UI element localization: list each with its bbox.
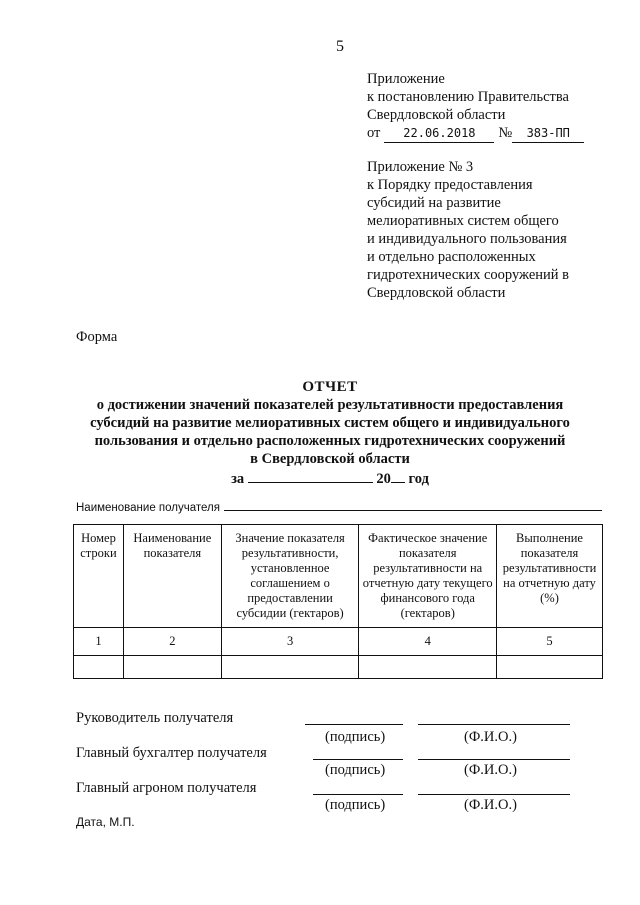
appendix-3-line: гидротехнических сооружений в <box>367 267 570 283</box>
appendix-line: к постановлению Правительства <box>367 89 569 105</box>
number-prefix: № <box>498 125 513 141</box>
page-number: 5 <box>336 38 344 55</box>
signature-line[interactable] <box>313 759 403 760</box>
report-table <box>73 524 603 679</box>
signature-caption: (подпись) <box>325 797 386 813</box>
appendix-3-line: субсидий на развитие <box>367 195 501 211</box>
report-title-line: о достижении значений показателей результативности предоставления <box>96 397 564 413</box>
report-title-main: ОТЧЕТ <box>302 379 358 395</box>
period-suffix: год <box>408 471 429 487</box>
table-row <box>74 656 603 679</box>
form-label: Форма <box>76 329 118 345</box>
signature-label-agronomist: Главный агроном получателя <box>76 780 257 796</box>
signature-label-head: Руководитель получателя <box>76 710 234 726</box>
appendix-3-line: и индивидуального пользования <box>367 231 567 247</box>
appendix-3-line: Приложение № 3 <box>367 159 474 175</box>
number-value: 383-ПП <box>512 124 584 143</box>
report-period <box>60 468 600 488</box>
header-cell: Значение показателя результативности, установленное соглашением о предоставлении субсидии (гектаров) <box>221 525 359 628</box>
signature-label-accountant: Главный бухгалтер получателя <box>76 745 267 761</box>
header-cell: Наименование показателя <box>123 525 221 628</box>
signature-line[interactable] <box>305 724 403 725</box>
period-prefix: за <box>231 471 245 487</box>
signature-caption: (подпись) <box>325 729 386 745</box>
signature-line[interactable] <box>313 794 403 795</box>
appendix-3-line: Свердловской области <box>367 285 506 301</box>
column-number: 1 <box>74 628 124 656</box>
name-line[interactable] <box>418 759 570 760</box>
column-number: 4 <box>359 628 497 656</box>
recipient-label: Наименование получателя <box>76 502 220 514</box>
recipient-row <box>76 500 602 514</box>
header-cell: Фактическое значение показателя результативности на отчетную дату текущего финансового года (гектаров) <box>359 525 497 628</box>
name-line[interactable] <box>418 724 570 725</box>
appendix-header <box>367 70 584 143</box>
header-cell: Номер строки <box>74 525 124 628</box>
name-caption: (Ф.И.О.) <box>464 729 517 745</box>
recipient-blank[interactable] <box>224 500 602 511</box>
name-caption: (Ф.И.О.) <box>464 762 517 778</box>
report-title-line: в Свердловской области <box>250 451 410 467</box>
empty-cell[interactable] <box>74 656 124 679</box>
report-title <box>60 378 600 488</box>
period-blank[interactable] <box>248 468 373 483</box>
appendix-3-block <box>367 158 569 302</box>
appendix-3-line: и отдельно расположенных <box>367 249 536 265</box>
empty-cell[interactable] <box>221 656 359 679</box>
report-title-line: пользования и отдельно расположенных гидротехнических сооружений <box>94 433 566 449</box>
name-caption: (Ф.И.О.) <box>464 797 517 813</box>
header-cell: Выполнение показателя результативности на отчетную дату (%) <box>497 525 603 628</box>
name-line[interactable] <box>418 794 570 795</box>
appendix-date-line <box>367 124 584 143</box>
empty-cell[interactable] <box>497 656 603 679</box>
appendix-3-line: к Порядку предоставления <box>367 177 533 193</box>
year-blank[interactable] <box>391 468 405 483</box>
signature-caption: (подпись) <box>325 762 386 778</box>
empty-cell[interactable] <box>123 656 221 679</box>
report-title-line: субсидий на развитие мелиоративных систем общего и индивидуального <box>90 415 570 431</box>
appendix-line: Приложение <box>367 71 445 87</box>
column-number: 3 <box>221 628 359 656</box>
appendix-3-line: мелиоративных систем общего <box>367 213 559 229</box>
column-number: 5 <box>497 628 603 656</box>
date-value: 22.06.2018 <box>384 124 494 143</box>
appendix-line: Свердловской области <box>367 107 506 123</box>
date-prefix: от <box>367 125 381 141</box>
date-stamp-label: Дата, М.П. <box>76 815 135 829</box>
table-header-row <box>74 525 603 628</box>
period-year: 20 <box>376 471 391 487</box>
table-number-row <box>74 628 603 656</box>
column-number: 2 <box>123 628 221 656</box>
empty-cell[interactable] <box>359 656 497 679</box>
